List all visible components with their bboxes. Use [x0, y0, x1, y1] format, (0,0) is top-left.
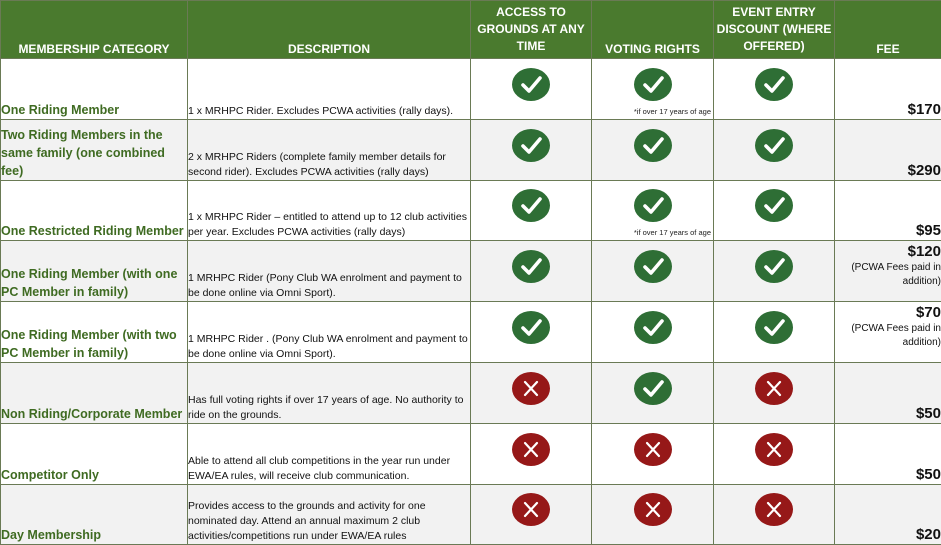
fee-amount: $95	[915, 222, 941, 240]
check-icon	[634, 311, 672, 344]
check-icon	[512, 129, 550, 162]
check-icon	[512, 68, 550, 101]
check-icon	[755, 68, 793, 101]
cross-icon	[512, 433, 550, 466]
voting-cell	[592, 484, 714, 545]
header-description: DESCRIPTION	[188, 1, 471, 59]
event-discount-cell	[714, 119, 835, 180]
membership-category: One Restricted Riding Member	[1, 180, 188, 241]
membership-category: Competitor Only	[1, 423, 188, 484]
fee-amount: $20	[915, 526, 941, 544]
check-icon	[634, 68, 672, 101]
fee-amount: $120	[907, 243, 941, 261]
fee-cell	[835, 180, 941, 241]
fee-note: (PCWA Fees paid in addition)	[851, 262, 941, 288]
membership-description: Able to attend all club competitions in the year run under EWA/EA rules, will receive club communication.	[188, 423, 471, 484]
fee-cell	[835, 241, 941, 302]
access-cell	[471, 302, 592, 363]
cross-icon	[755, 372, 793, 405]
fee-cell	[835, 362, 941, 423]
access-cell	[471, 423, 592, 484]
table-row	[1, 362, 941, 423]
voting-cell	[592, 180, 714, 241]
cross-icon	[634, 433, 672, 466]
access-cell	[471, 180, 592, 241]
membership-category: One Riding Member (with one PC Member in family)	[1, 241, 188, 302]
header-row	[1, 1, 941, 59]
voting-cell	[592, 59, 714, 120]
membership-description: 1 MRHPC Rider (Pony Club WA enrolment and payment to be done online via Omni Sport).	[188, 241, 471, 302]
event-discount-cell	[714, 423, 835, 484]
cross-icon	[755, 493, 793, 526]
table-row	[1, 59, 941, 120]
access-cell	[471, 119, 592, 180]
check-icon	[755, 250, 793, 283]
voting-cell	[592, 302, 714, 363]
membership-category: One Riding Member	[1, 59, 188, 120]
table-row	[1, 302, 941, 363]
header-event-discount: EVENT ENTRY DISCOUNT (WHERE OFFERED)	[714, 1, 835, 59]
check-icon	[755, 311, 793, 344]
header-category: MEMBERSHIP CATEGORY	[1, 1, 188, 59]
table-row	[1, 423, 941, 484]
access-cell	[471, 241, 592, 302]
voting-age-note: *if over 17 years of age	[633, 106, 711, 116]
check-icon	[512, 189, 550, 222]
membership-category: Non Riding/Corporate Member	[1, 362, 188, 423]
header-access: ACCESS TO GROUNDS AT ANY TIME	[471, 1, 592, 59]
check-icon	[512, 311, 550, 344]
check-icon	[512, 250, 550, 283]
cross-icon	[512, 372, 550, 405]
event-discount-cell	[714, 484, 835, 545]
header-voting: VOTING RIGHTS	[592, 1, 714, 59]
header-fee: FEE	[835, 1, 941, 59]
voting-cell	[592, 241, 714, 302]
membership-description: Has full voting rights if over 17 years of age. No authority to ride on the grounds.	[188, 362, 471, 423]
fee-amount: $290	[907, 161, 941, 179]
access-cell	[471, 484, 592, 545]
membership-category: Two Riding Members in the same family (one combined fee)	[1, 119, 188, 180]
voting-cell	[592, 362, 714, 423]
fee-amount: $70	[915, 304, 941, 322]
access-cell	[471, 362, 592, 423]
fee-cell	[835, 59, 941, 120]
membership-description: 2 x MRHPC Riders (complete family member details for second rider). Excludes PCWA activities (rally days)	[188, 119, 471, 180]
event-discount-cell	[714, 302, 835, 363]
membership-category: Day Membership	[1, 484, 188, 545]
event-discount-cell	[714, 180, 835, 241]
access-cell	[471, 59, 592, 120]
fee-cell	[835, 119, 941, 180]
check-icon	[634, 250, 672, 283]
membership-category: One Riding Member (with two PC Member in family)	[1, 302, 188, 363]
fee-amount: $50	[915, 465, 941, 483]
table-row	[1, 180, 941, 241]
table-row	[1, 119, 941, 180]
voting-cell	[592, 423, 714, 484]
membership-description: 1 x MRHPC Rider. Excludes PCWA activities (rally days).	[188, 59, 471, 120]
fee-cell	[835, 484, 941, 545]
event-discount-cell	[714, 241, 835, 302]
check-icon	[755, 129, 793, 162]
voting-cell	[592, 119, 714, 180]
fee-cell	[835, 423, 941, 484]
event-discount-cell	[714, 362, 835, 423]
cross-icon	[512, 493, 550, 526]
table-row	[1, 484, 941, 545]
check-icon	[634, 129, 672, 162]
cross-icon	[634, 493, 672, 526]
membership-description: 1 x MRHPC Rider – entitled to attend up to 12 club activities per year. Excludes PCWA activities (rally days)	[188, 180, 471, 241]
check-icon	[634, 372, 672, 405]
fee-amount: $170	[907, 100, 941, 118]
fee-note: (PCWA Fees paid in addition)	[851, 323, 941, 349]
membership-description: Provides access to the grounds and activity for one nominated day. Attend an annual maximum 2 club activities/competitions run under EWA/EA rules	[188, 484, 471, 545]
fee-cell	[835, 302, 941, 363]
membership-description: 1 MRHPC Rider . (Pony Club WA enrolment and payment to be done online via Omni Sport).	[188, 302, 471, 363]
event-discount-cell	[714, 59, 835, 120]
check-icon	[634, 189, 672, 222]
cross-icon	[755, 433, 793, 466]
check-icon	[755, 189, 793, 222]
table-row	[1, 241, 941, 302]
fee-amount: $50	[915, 404, 941, 422]
voting-age-note: *if over 17 years of age	[633, 228, 711, 238]
